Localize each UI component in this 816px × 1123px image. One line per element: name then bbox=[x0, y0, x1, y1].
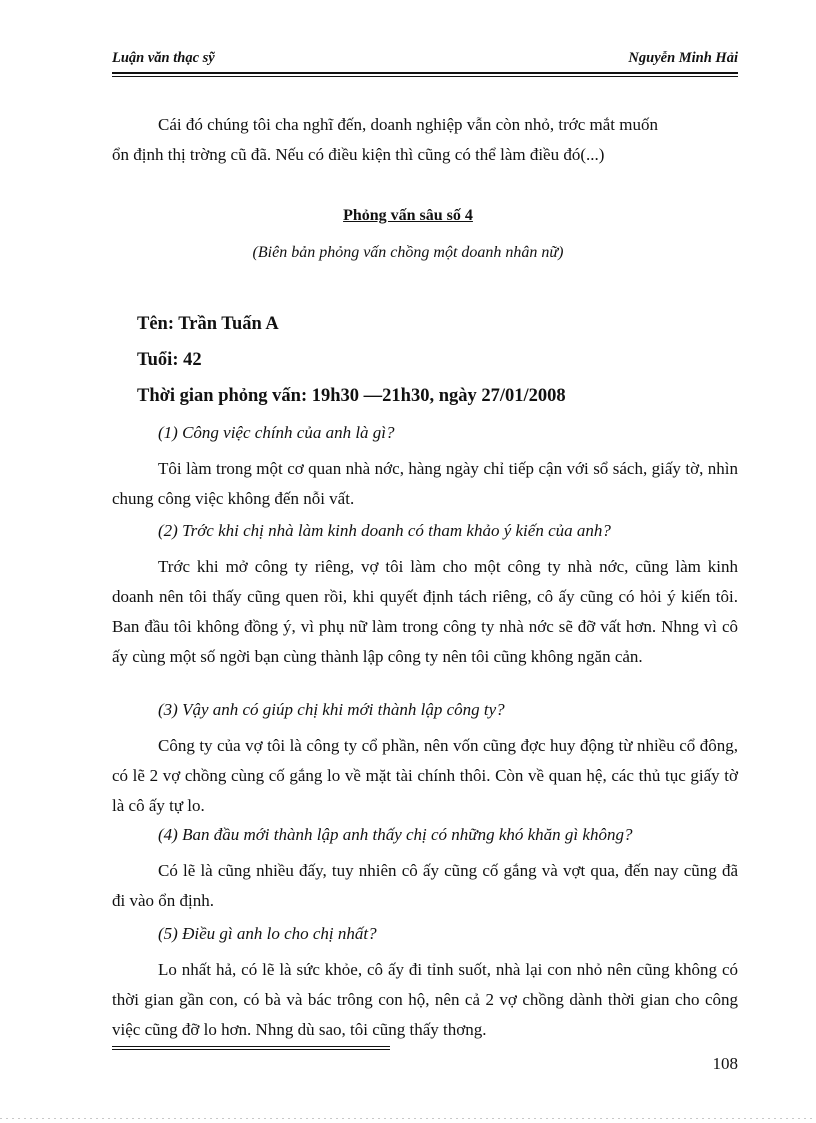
page-number: 108 bbox=[712, 1054, 738, 1073]
header-rule-thick bbox=[112, 72, 738, 74]
header-thesis-label: Luận văn thạc sỹ bbox=[112, 50, 215, 66]
intro-line-2: ổn định thị trờng cũ đã. Nếu có điều kiện thì cũng có thể làm điều đó(...) bbox=[112, 145, 605, 164]
answer-2: Trớc khi mở công ty riêng, vợ tôi làm cho một công ty nhà nớc, cũng làm kinh doanh nên tôi thấy cũng quen rồi, khi quyết định tách riêng, cô ấy cũng có hỏi ý kiến tôi. Ban đầu tôi không đồng ý, vì phụ nữ làm trong công ty nhà nớc sẽ đỡ vất hơn. Nhng vì cô ấy cùng một số ngời bạn cùng thành lập công ty nên tôi cũng không ngăn cản. bbox=[112, 557, 738, 666]
question-1: (1) Công việc chính của anh là gì? bbox=[158, 423, 395, 442]
answer-3: Công ty của vợ tôi là công ty cổ phần, nên vốn cũng đợc huy động từ nhiều cổ đông, có lẽ 2 vợ chồng cùng cố gắng lo về mặt tài chính thôi. Còn về quan hệ, các thủ tục giấy tờ là cô ấy tự lo. bbox=[112, 736, 738, 815]
question-2: (2) Trớc khi chị nhà làm kinh doanh có tham khảo ý kiến của anh? bbox=[158, 521, 611, 540]
question-5: (5) Điều gì anh lo cho chị nhất? bbox=[158, 924, 377, 943]
answer-4: Có lẽ là cũng nhiều đấy, tuy nhiên cô ấy cũng cố gắng và vợt qua, đến nay cũng đã đi vào ổn định. bbox=[112, 861, 738, 910]
question-3: (3) Vậy anh có giúp chị khi mới thành lập công ty? bbox=[158, 700, 505, 719]
answer-5: Lo nhất hả, có lẽ là sức khỏe, cô ấy đi tỉnh suốt, nhà lại con nhỏ nên cũng không có thời gian gần con, có bà và bác trông con hộ, nên cả 2 vợ chồng dành thời gian cho công việc cũng đỡ lo hơn. Nhng dù sao, tôi cũng thấy thơng. bbox=[112, 960, 738, 1039]
interview-title: Phỏng vấn sâu số 4 bbox=[343, 207, 473, 224]
page-header bbox=[112, 46, 738, 70]
answer-1: Tôi làm trong một cơ quan nhà nớc, hàng ngày chỉ tiếp cận với sổ sách, giấy tờ, nhìn chung công việc không đến nỗi vất. bbox=[112, 459, 738, 508]
interviewee-age: Tuổi: 42 bbox=[137, 350, 202, 370]
footer-rule-2 bbox=[112, 1049, 390, 1050]
interview-subtitle: (Biên bản phỏng vấn chồng một doanh nhân nữ) bbox=[252, 244, 564, 261]
intro-line-1: Cái đó chúng tôi cha nghĩ đến, doanh nghiệp vẫn còn nhỏ, trớc mắt muốn bbox=[158, 115, 658, 134]
page-bottom-dotted-edge bbox=[0, 1118, 816, 1119]
footer-rule-1 bbox=[112, 1046, 390, 1047]
header-author-name: Nguyễn Minh Hải bbox=[628, 50, 738, 66]
question-4: (4) Ban đầu mới thành lập anh thấy chị có những khó khăn gì không? bbox=[158, 825, 633, 844]
interviewee-name: Tên: Trần Tuấn A bbox=[137, 314, 279, 334]
header-rule-thin bbox=[112, 76, 738, 77]
interview-time: Thời gian phỏng vấn: 19h30 —21h30, ngày 27/01/2008 bbox=[137, 386, 566, 406]
